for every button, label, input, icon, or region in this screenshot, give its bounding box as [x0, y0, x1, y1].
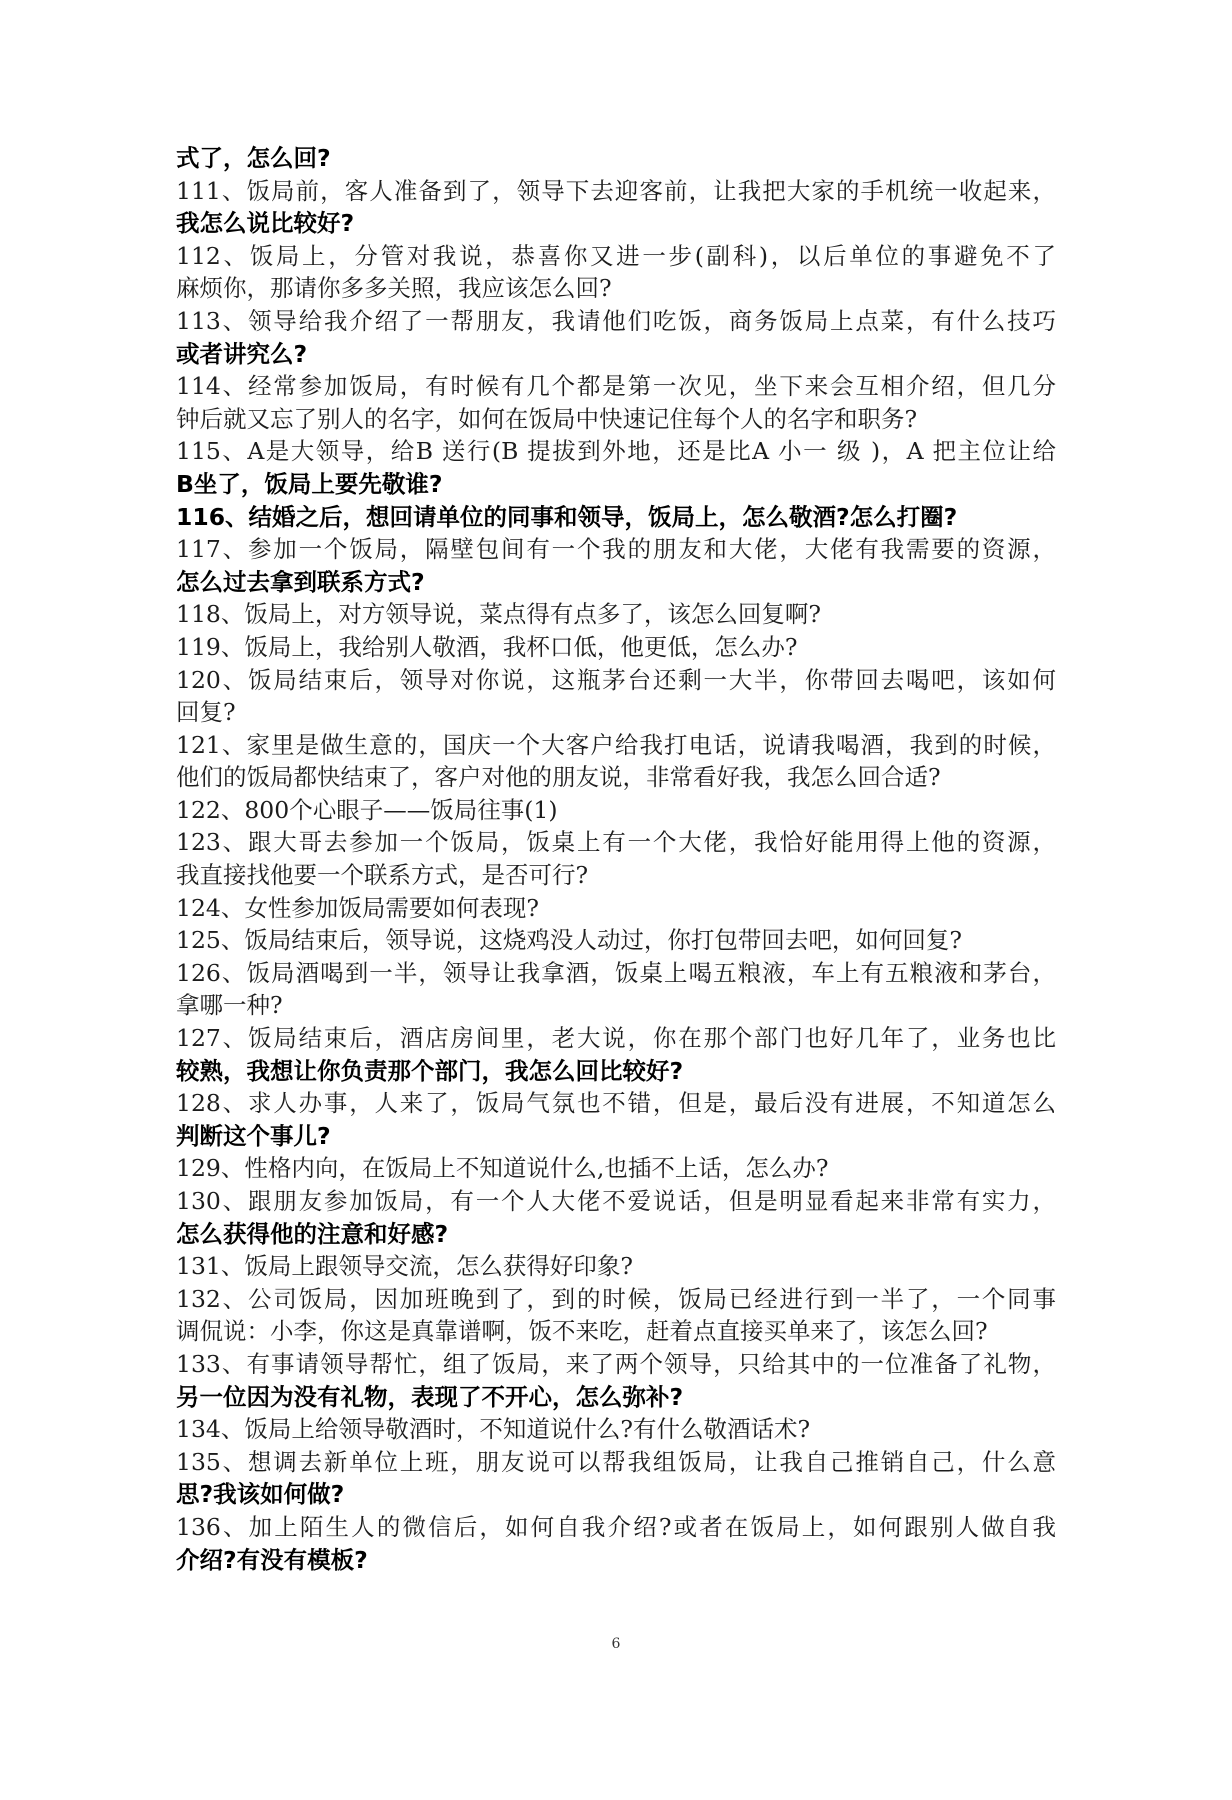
text-line: 较熟，我想让你负责那个部门，我怎么回比较好? — [176, 1056, 684, 1085]
text-line: 钟后就又忘了别人的名字，如何在饭局中快速记住每个人的名字和职务? — [176, 404, 918, 433]
text-line: 134、饭局上给领导敬酒时，不知道说什么?有什么敬酒话术? — [176, 1415, 811, 1444]
text-line: 126、饭局酒喝到一半，领导让我拿酒，饭桌上喝五粮液，车上有五粮液和茅台， — [176, 958, 1056, 987]
text-line: 判断这个事儿? — [176, 1121, 331, 1150]
text-line: 116、结婚之后，想回请单位的同事和领导，饭局上，怎么敬酒?怎么打圈? — [176, 502, 958, 531]
text-line: 122、800个心眼子——饭局往事(1) — [176, 795, 558, 824]
text-line: 回复? — [176, 698, 236, 727]
text-line: 114、经常参加饭局，有时候有几个都是第一次见，坐下来会互相介绍，但几分 — [176, 372, 1056, 401]
text-line: 拿哪一种? — [176, 991, 283, 1020]
text-line: 思?我该如何做? — [176, 1480, 345, 1509]
text-line: 112、饭局上，分管对我说，恭喜你又进一步(副科)，以后单位的事避免不了 — [176, 241, 1056, 270]
text-line: 或者讲究么? — [176, 339, 308, 368]
text-line: 调侃说：小李，你这是真靠谱啊，饭不来吃，赶着点直接买单来了，该怎么回? — [176, 1317, 988, 1346]
text-line: 124、女性参加饭局需要如何表现? — [176, 893, 539, 922]
document-body — [176, 142, 1056, 1576]
text-line: 128、求人办事，人来了，饭局气氛也不错，但是，最后没有进展，不知道怎么 — [176, 1089, 1056, 1118]
text-line: 怎么过去拿到联系方式? — [176, 567, 425, 596]
text-line: 123、跟大哥去参加一个饭局，饭桌上有一个大佬，我恰好能用得上他的资源， — [176, 828, 1056, 857]
text-line: 115、A是大领导，给B 送行(B 提拔到外地，还是比A 小一 级 )，A 把主位让给 — [176, 437, 1056, 466]
text-line: 133、有事请领导帮忙，组了饭局，来了两个领导，只给其中的一位准备了礼物， — [176, 1349, 1056, 1378]
text-line: 136、加上陌生人的微信后，如何自我介绍?或者在饭局上，如何跟别人做自我 — [176, 1512, 1056, 1541]
text-line: 135、想调去新单位上班，朋友说可以帮我组饭局，让我自己推销自己，什么意 — [176, 1447, 1056, 1476]
text-line: 式了，怎么回? — [176, 144, 331, 172]
text-line: 另一位因为没有礼物，表现了不开心，怎么弥补? — [176, 1382, 684, 1411]
page-number: 6 — [611, 1636, 621, 1652]
text-line: 130、跟朋友参加饭局，有一个人大佬不爱说话，但是明显看起来非常有实力， — [176, 1187, 1056, 1215]
text-line: 125、饭局结束后，领导说，这烧鸡没人动过，你打包带回去吧，如何回复? — [176, 926, 962, 955]
text-line: 我怎么说比较好? — [176, 209, 355, 238]
text-line: 他们的饭局都快结束了，客户对他的朋友说，非常看好我，我怎么回合适? — [176, 763, 941, 792]
text-line: 113、领导给我介绍了一帮朋友，我请他们吃饭，商务饭局上点菜，有什么技巧 — [176, 306, 1056, 335]
text-line: 129、性格内向，在饭局上不知道说什么,也插不上话，怎么办? — [176, 1154, 829, 1183]
text-line: B坐了，饭局上要先敬谁? — [176, 469, 443, 498]
text-line: 121、家里是做生意的，国庆一个大客户给我打电话，说请我喝酒，我到的时候， — [176, 730, 1056, 759]
text-line: 我直接找他要一个联系方式，是否可行? — [176, 861, 589, 890]
text-line: 132、公司饭局，因加班晚到了，到的时候，饭局已经进行到一半了，一个同事 — [176, 1284, 1056, 1313]
text-line: 118、饭局上，对方领导说，菜点得有点多了，该怎么回复啊? — [176, 600, 821, 629]
text-line: 怎么获得他的注意和好感? — [176, 1219, 449, 1248]
text-line: 111、饭局前，客人准备到了，领导下去迎客前，让我把大家的手机统一收起来， — [176, 176, 1056, 205]
text-line: 127、饭局结束后，酒店房间里，老大说，你在那个部门也好几年了，业务也比 — [176, 1024, 1056, 1053]
text-line: 131、饭局上跟领导交流，怎么获得好印象? — [176, 1252, 633, 1281]
text-line: 介绍?有没有模板? — [176, 1545, 368, 1574]
text-line: 117、参加一个饭局，隔壁包间有一个我的朋友和大佬，大佬有我需要的资源， — [176, 535, 1056, 564]
text-line: 麻烦你，那请你多多关照，我应该怎么回? — [176, 274, 612, 303]
text-line: 119、饭局上，我给别人敬酒，我杯口低，他更低，怎么办? — [176, 632, 798, 661]
text-line: 120、饭局结束后，领导对你说，这瓶茅台还剩一大半，你带回去喝吧，该如何 — [176, 665, 1056, 694]
